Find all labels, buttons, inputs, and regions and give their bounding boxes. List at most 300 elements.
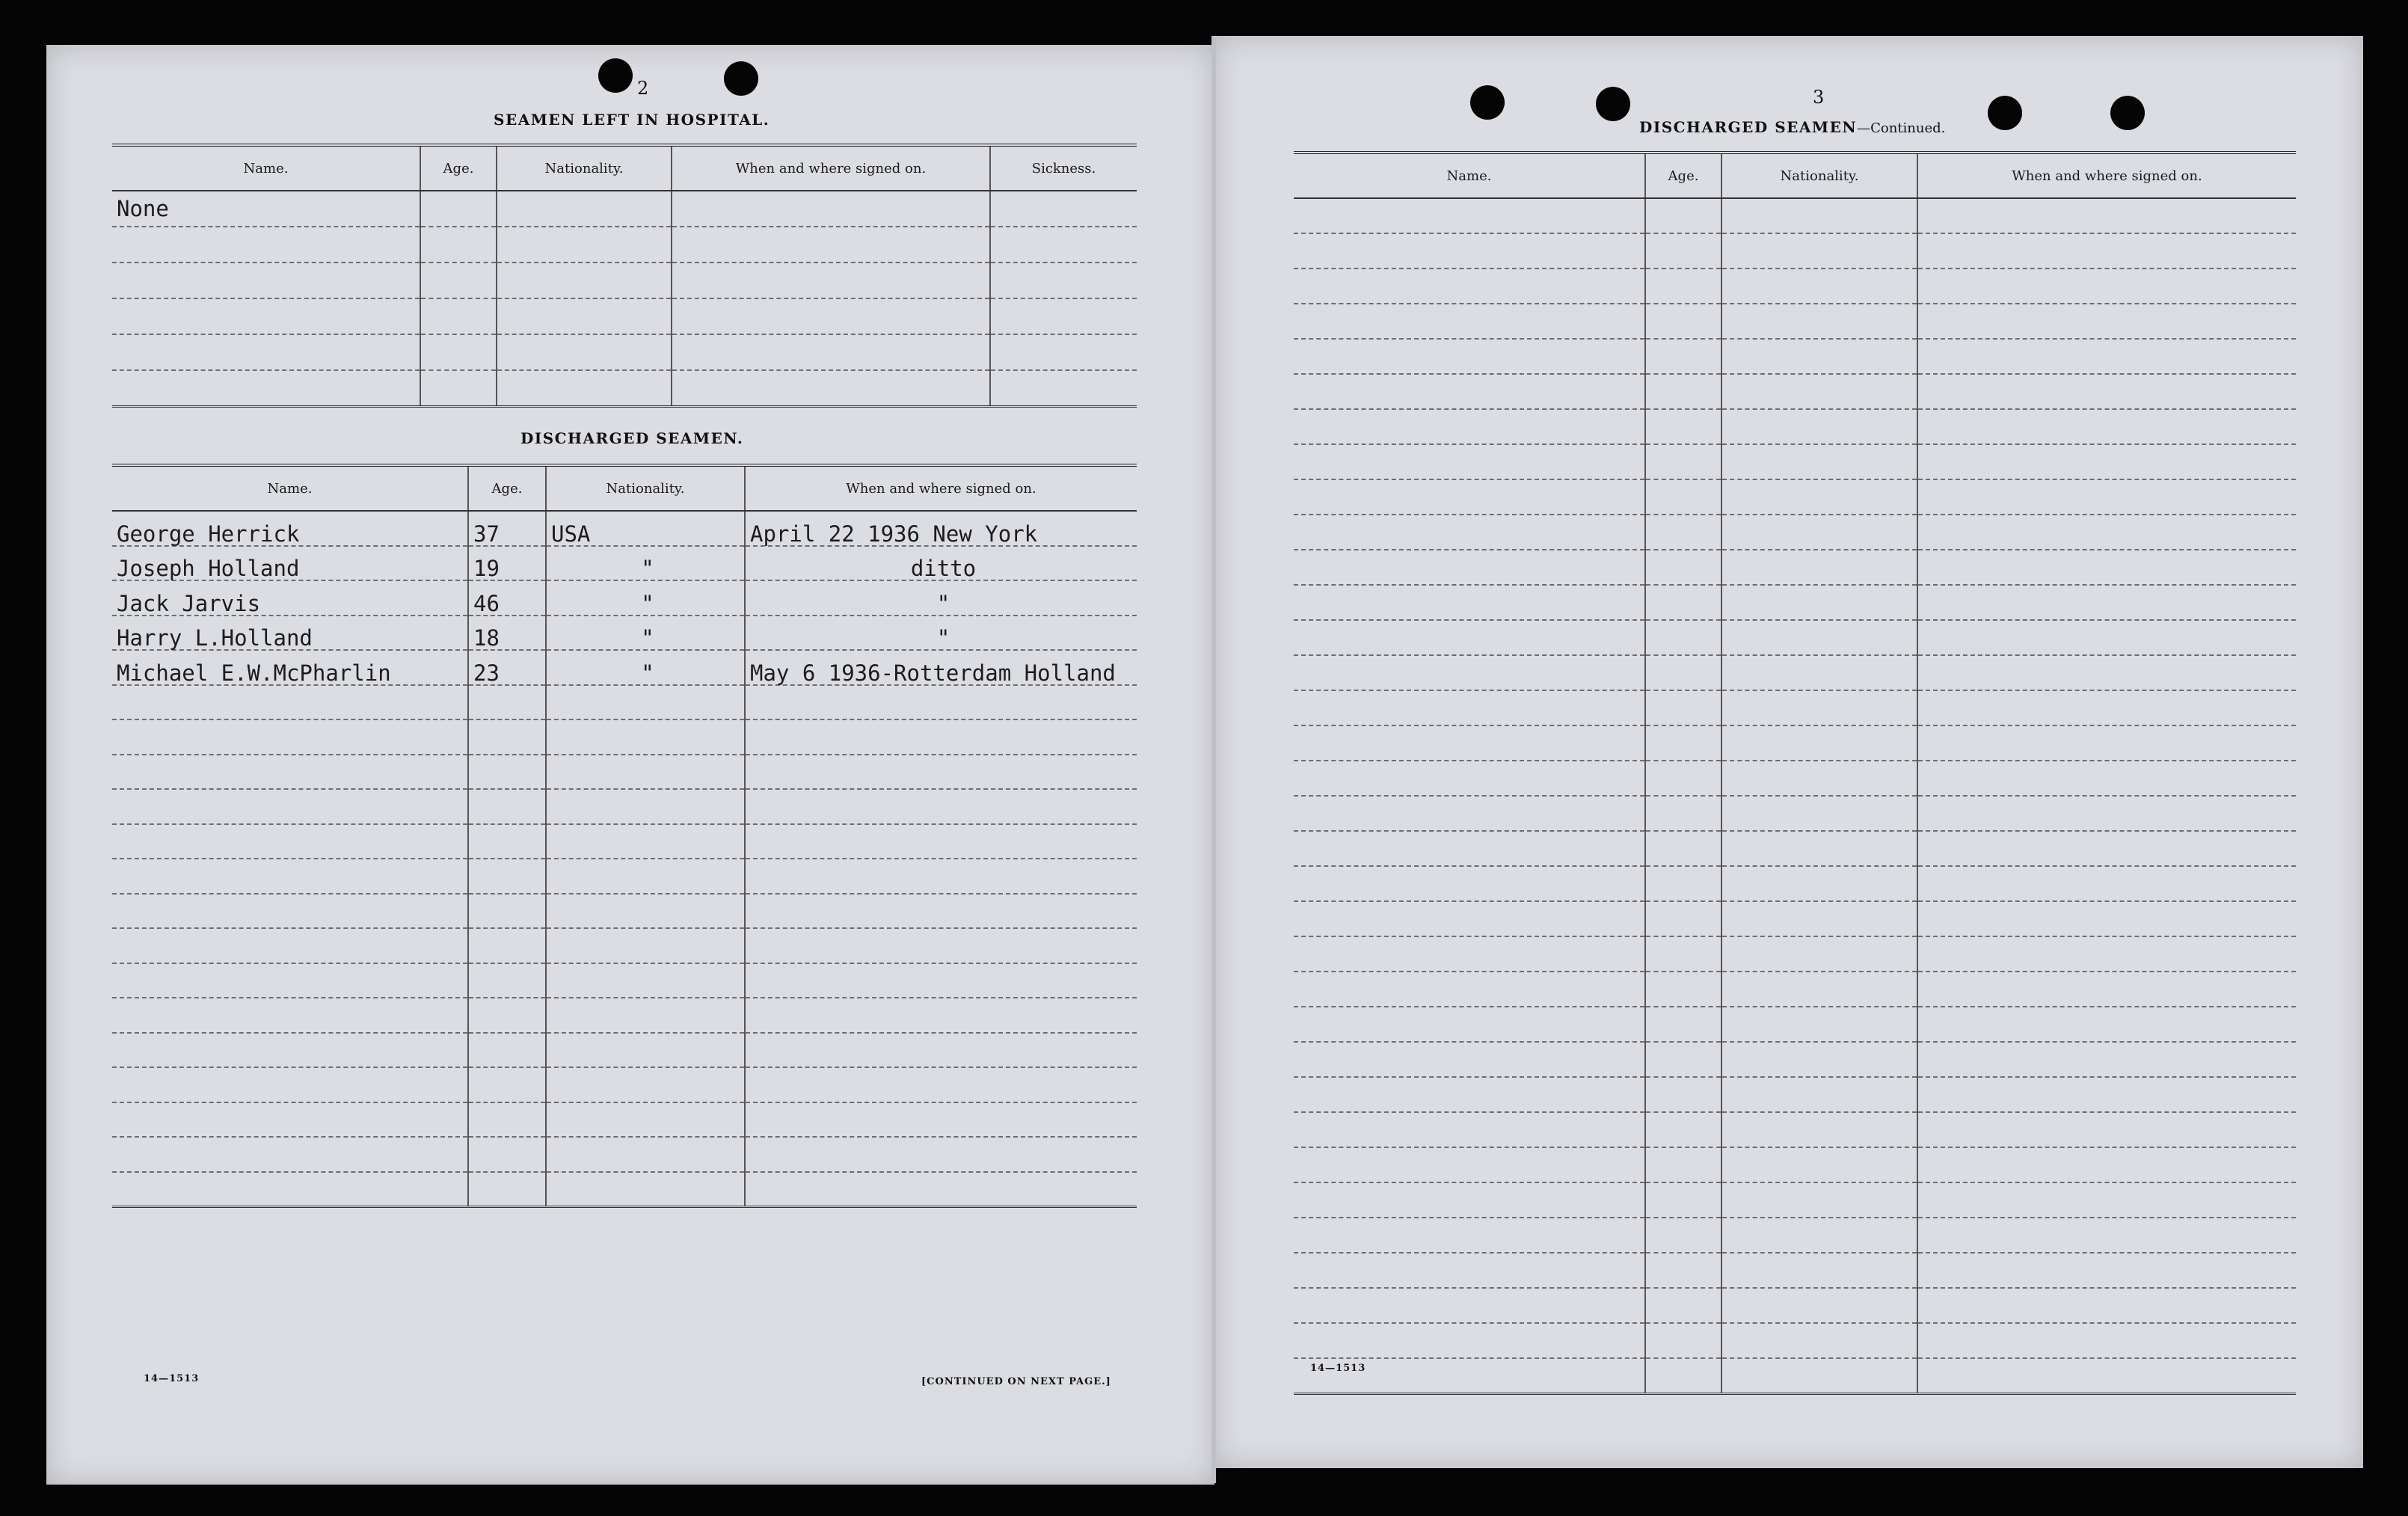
cell-age xyxy=(1645,725,1721,761)
table-row xyxy=(1294,1288,2296,1323)
punch-hole xyxy=(2110,96,2145,130)
cell-nationality xyxy=(1721,972,1917,1007)
cell-nationality xyxy=(1721,690,1917,725)
cell-name xyxy=(1294,339,1645,374)
cell-nationality xyxy=(1721,761,1917,796)
cell-age xyxy=(1645,1323,1721,1358)
table-row xyxy=(1294,1042,2296,1077)
cell-name xyxy=(1294,620,1645,655)
cell-nationality xyxy=(546,894,745,929)
cell-age xyxy=(1645,1358,1721,1394)
cell-age: 18 xyxy=(468,616,546,651)
cell-age xyxy=(1645,796,1721,831)
cell-age xyxy=(420,370,497,407)
cell-age xyxy=(1645,620,1721,655)
cell-age xyxy=(468,1067,546,1102)
cell-age xyxy=(1645,690,1721,725)
cell-name xyxy=(1294,479,1645,515)
cell-signed-on xyxy=(1917,1147,2296,1182)
cell-signed-on xyxy=(1917,725,2296,761)
cell-sickness xyxy=(990,227,1137,263)
cell-signed-on xyxy=(1917,1288,2296,1323)
cell-nationality xyxy=(1721,1112,1917,1147)
cell-nationality xyxy=(497,227,672,263)
cell-name xyxy=(1294,1218,1645,1253)
cell-name xyxy=(112,334,420,370)
discharged-section-title: DISCHARGED SEAMEN. xyxy=(520,429,744,447)
cell-age xyxy=(1645,761,1721,796)
table-row xyxy=(1294,1077,2296,1112)
column-header-sickness: Sickness. xyxy=(990,145,1137,191)
table-row xyxy=(1294,901,2296,936)
cell-age xyxy=(1645,972,1721,1007)
table-row xyxy=(112,546,1137,581)
cell-age xyxy=(1645,233,1721,268)
form-number: 14—1513 xyxy=(144,1373,200,1384)
cell-age xyxy=(1645,1112,1721,1147)
table-row xyxy=(1294,1218,2296,1253)
cell-name xyxy=(1294,374,1645,409)
cell-name xyxy=(1294,655,1645,690)
cell-name xyxy=(112,859,468,894)
table-row xyxy=(1294,1182,2296,1218)
cell-sickness xyxy=(990,334,1137,370)
cell-age xyxy=(1645,866,1721,901)
table-row xyxy=(112,370,1137,407)
cell-signed-on xyxy=(1917,479,2296,515)
cell-name: Michael E.W.McPharlin xyxy=(112,650,468,685)
cell-name xyxy=(1294,1077,1645,1112)
table-row xyxy=(1294,198,2296,233)
cell-nationality xyxy=(497,370,672,407)
cell-nationality xyxy=(546,719,745,755)
cell-signed-on: April 22 1936 New York xyxy=(745,511,1137,546)
cell-signed-on xyxy=(1917,1253,2296,1288)
cell-name xyxy=(1294,866,1645,901)
cell-age xyxy=(1645,550,1721,585)
table-row xyxy=(1294,620,2296,655)
table-row xyxy=(112,1102,1137,1138)
column-header-nationality: Nationality. xyxy=(497,145,672,191)
table-row xyxy=(112,511,1137,546)
cell-nationality xyxy=(546,1137,745,1172)
cell-sickness xyxy=(990,298,1137,334)
cell-age xyxy=(1645,1042,1721,1077)
table-row xyxy=(1294,831,2296,866)
cell-age xyxy=(1645,1077,1721,1112)
cell-nationality xyxy=(1721,1323,1917,1358)
cell-signed-on: ditto xyxy=(745,546,1137,581)
cell-age xyxy=(468,685,546,720)
table-row xyxy=(112,998,1137,1033)
column-header-age: Age. xyxy=(1645,153,1721,198)
cell-name xyxy=(112,755,468,790)
cell-name: None xyxy=(112,191,420,227)
cell-name xyxy=(112,685,468,720)
cell-nationality xyxy=(546,998,745,1033)
cell-age: 37 xyxy=(468,511,546,546)
cell-name xyxy=(1294,515,1645,550)
column-header-nationality: Nationality. xyxy=(1721,153,1917,198)
cell-nationality xyxy=(546,1172,745,1207)
continued-note: [CONTINUED ON NEXT PAGE.] xyxy=(921,1376,1111,1387)
table-row xyxy=(112,1067,1137,1102)
table-row xyxy=(112,263,1137,298)
cell-name xyxy=(1294,409,1645,444)
column-header-name: Name. xyxy=(112,465,468,511)
cell-name xyxy=(112,263,420,298)
cell-nationality xyxy=(1721,1358,1917,1394)
cell-name xyxy=(1294,690,1645,725)
table-row xyxy=(112,719,1137,755)
cell-name xyxy=(1294,901,1645,936)
cell-signed-on xyxy=(1917,972,2296,1007)
cell-signed-on xyxy=(1917,339,2296,374)
table-row xyxy=(112,227,1137,263)
table-row xyxy=(1294,690,2296,725)
cell-age: 46 xyxy=(468,580,546,616)
cell-signed-on xyxy=(1917,268,2296,304)
table-row xyxy=(112,928,1137,963)
cell-nationality xyxy=(1721,198,1917,233)
cell-name xyxy=(112,1137,468,1172)
punch-hole xyxy=(598,58,633,93)
table-row xyxy=(112,1033,1137,1068)
cell-name xyxy=(112,1067,468,1102)
cell-name xyxy=(1294,1147,1645,1182)
cell-name xyxy=(1294,1007,1645,1042)
column-header-signed-on: When and where signed on. xyxy=(1917,153,2296,198)
table-row xyxy=(112,894,1137,929)
cell-nationality xyxy=(497,263,672,298)
cell-nationality xyxy=(546,963,745,998)
cell-name xyxy=(112,894,468,929)
cell-nationality xyxy=(1721,515,1917,550)
table-row xyxy=(1294,1323,2296,1358)
cell-signed-on xyxy=(1917,198,2296,233)
cell-nationality xyxy=(1721,1253,1917,1288)
table-row xyxy=(1294,1147,2296,1182)
cell-nationality xyxy=(1721,796,1917,831)
cell-age xyxy=(1645,304,1721,339)
cell-signed-on xyxy=(672,370,990,407)
cell-name xyxy=(1294,233,1645,268)
hospital-section-title: SEAMEN LEFT IN HOSPITAL. xyxy=(494,111,770,129)
cell-name xyxy=(112,928,468,963)
cell-name xyxy=(1294,304,1645,339)
table-row xyxy=(112,685,1137,720)
cell-signed-on xyxy=(745,789,1137,824)
cell-nationality xyxy=(546,1033,745,1068)
cell-signed-on xyxy=(745,963,1137,998)
cell-name xyxy=(112,998,468,1033)
cell-nationality xyxy=(1721,409,1917,444)
cell-name xyxy=(1294,831,1645,866)
table-row xyxy=(112,580,1137,616)
cell-signed-on xyxy=(745,859,1137,894)
cell-signed-on xyxy=(672,298,990,334)
cell-nationality xyxy=(546,928,745,963)
cell-name xyxy=(112,1102,468,1138)
table-row xyxy=(1294,233,2296,268)
cell-age xyxy=(468,824,546,859)
cell-name xyxy=(1294,1042,1645,1077)
cell-nationality xyxy=(1721,901,1917,936)
table-row xyxy=(1294,725,2296,761)
cell-signed-on xyxy=(1917,1077,2296,1112)
cell-signed-on xyxy=(1917,1358,2296,1394)
cell-name xyxy=(112,298,420,334)
cell-nationality xyxy=(546,859,745,894)
table-row xyxy=(1294,479,2296,515)
cell-signed-on xyxy=(745,1102,1137,1138)
cell-signed-on xyxy=(745,824,1137,859)
cell-name xyxy=(112,1172,468,1207)
column-header-name: Name. xyxy=(112,145,420,191)
punch-hole xyxy=(1470,85,1505,120)
cell-nationality xyxy=(1721,655,1917,690)
cell-name: George Herrick xyxy=(112,511,468,546)
cell-sickness xyxy=(990,191,1137,227)
table-row xyxy=(1294,585,2296,620)
cell-age xyxy=(1645,901,1721,936)
cell-name: Harry L.Holland xyxy=(112,616,468,651)
cell-nationality xyxy=(1721,479,1917,515)
cell-nationality xyxy=(546,824,745,859)
cell-signed-on xyxy=(1917,1007,2296,1042)
cell-name xyxy=(1294,198,1645,233)
cell-signed-on xyxy=(1917,761,2296,796)
cell-age xyxy=(468,963,546,998)
cell-nationality xyxy=(546,1067,745,1102)
column-header-age: Age. xyxy=(420,145,497,191)
cell-age xyxy=(468,1172,546,1207)
cell-nationality xyxy=(497,191,672,227)
cell-age xyxy=(1645,655,1721,690)
column-header-signed-on: When and where signed on. xyxy=(672,145,990,191)
cell-signed-on: May 6 1936-Rotterdam Holland xyxy=(745,650,1137,685)
cell-signed-on xyxy=(1917,1323,2296,1358)
table-row xyxy=(112,616,1137,651)
cell-nationality xyxy=(1721,1288,1917,1323)
cell-nationality: " xyxy=(546,580,745,616)
table-row xyxy=(112,298,1137,334)
cell-nationality xyxy=(1721,1042,1917,1077)
table-row xyxy=(1294,655,2296,690)
cell-nationality xyxy=(1721,444,1917,479)
cell-signed-on xyxy=(745,1172,1137,1207)
page-fold xyxy=(1211,36,1216,1483)
cell-age: 19 xyxy=(468,546,546,581)
cell-signed-on xyxy=(1917,936,2296,972)
cell-nationality: " xyxy=(546,616,745,651)
cell-age xyxy=(468,928,546,963)
cell-signed-on xyxy=(745,1067,1137,1102)
cell-signed-on xyxy=(1917,515,2296,550)
cell-nationality xyxy=(546,755,745,790)
cell-nationality xyxy=(1721,1218,1917,1253)
cell-name xyxy=(112,963,468,998)
table-row xyxy=(1294,796,2296,831)
cell-nationality xyxy=(1721,866,1917,901)
cell-signed-on xyxy=(1917,655,2296,690)
cell-age xyxy=(468,1102,546,1138)
cell-nationality xyxy=(497,298,672,334)
cell-signed-on xyxy=(745,719,1137,755)
table-row xyxy=(112,191,1137,227)
cell-age xyxy=(468,998,546,1033)
table-row xyxy=(1294,1007,2296,1042)
cell-sickness xyxy=(990,263,1137,298)
table-row xyxy=(112,1137,1137,1172)
column-header-signed-on: When and where signed on. xyxy=(745,465,1137,511)
page-number: 3 xyxy=(1813,87,1825,108)
cell-signed-on xyxy=(745,685,1137,720)
table-row xyxy=(112,334,1137,370)
cell-nationality xyxy=(1721,585,1917,620)
table-row xyxy=(1294,936,2296,972)
punch-hole xyxy=(1596,87,1630,121)
cell-age xyxy=(1645,198,1721,233)
cell-name xyxy=(1294,1253,1645,1288)
table-row xyxy=(112,963,1137,998)
table-row xyxy=(1294,515,2296,550)
cell-signed-on xyxy=(1917,233,2296,268)
cell-name xyxy=(1294,761,1645,796)
table-row xyxy=(112,755,1137,790)
cell-signed-on xyxy=(1917,444,2296,479)
table-row xyxy=(1294,444,2296,479)
cell-sickness xyxy=(990,370,1137,407)
cell-age xyxy=(420,334,497,370)
punch-hole xyxy=(724,61,758,96)
table-row xyxy=(112,859,1137,894)
table-row xyxy=(112,824,1137,859)
cell-age xyxy=(1645,444,1721,479)
cell-name xyxy=(1294,1182,1645,1218)
cell-signed-on xyxy=(1917,690,2296,725)
cell-nationality xyxy=(1721,1147,1917,1182)
cell-age xyxy=(420,263,497,298)
cell-signed-on xyxy=(1917,796,2296,831)
cell-signed-on: " xyxy=(745,580,1137,616)
cell-nationality xyxy=(1721,1182,1917,1218)
column-header-age: Age. xyxy=(468,465,546,511)
cell-age xyxy=(1645,479,1721,515)
table-row xyxy=(1294,1253,2296,1288)
table-row xyxy=(112,650,1137,685)
table-row xyxy=(1294,268,2296,304)
cell-signed-on xyxy=(672,334,990,370)
cell-name xyxy=(1294,585,1645,620)
cell-name xyxy=(1294,1288,1645,1323)
cell-signed-on xyxy=(745,894,1137,929)
table-row xyxy=(112,1172,1137,1207)
cell-signed-on xyxy=(1917,374,2296,409)
cell-nationality xyxy=(1721,620,1917,655)
cell-age xyxy=(420,298,497,334)
page-number: 2 xyxy=(637,78,649,99)
cell-signed-on xyxy=(1917,620,2296,655)
cell-age xyxy=(1645,831,1721,866)
cell-age xyxy=(468,1137,546,1172)
cell-signed-on xyxy=(672,191,990,227)
table-row xyxy=(1294,972,2296,1007)
cell-name xyxy=(112,789,468,824)
cell-name xyxy=(112,370,420,407)
cell-nationality xyxy=(546,789,745,824)
cell-signed-on xyxy=(1917,585,2296,620)
cell-name xyxy=(1294,550,1645,585)
cell-nationality: USA xyxy=(546,511,745,546)
cell-age xyxy=(1645,409,1721,444)
cell-name: Joseph Holland xyxy=(112,546,468,581)
cell-nationality xyxy=(546,685,745,720)
cell-signed-on xyxy=(745,928,1137,963)
cell-signed-on xyxy=(1917,866,2296,901)
cell-signed-on xyxy=(1917,1042,2296,1077)
cell-nationality xyxy=(1721,268,1917,304)
cell-age xyxy=(420,191,497,227)
cell-nationality xyxy=(1721,1007,1917,1042)
cell-age xyxy=(1645,1182,1721,1218)
cell-name: Jack Jarvis xyxy=(112,580,468,616)
cell-nationality xyxy=(1721,304,1917,339)
cell-nationality xyxy=(1721,1077,1917,1112)
cell-age xyxy=(468,789,546,824)
cell-signed-on xyxy=(1917,550,2296,585)
cell-age xyxy=(1645,268,1721,304)
cell-nationality xyxy=(1721,936,1917,972)
cell-nationality xyxy=(1721,339,1917,374)
table-row xyxy=(1294,374,2296,409)
cell-nationality xyxy=(1721,831,1917,866)
cell-age xyxy=(468,859,546,894)
continued-table xyxy=(1294,151,2296,1395)
cell-name xyxy=(1294,972,1645,1007)
cell-age xyxy=(1645,1007,1721,1042)
cell-age xyxy=(468,719,546,755)
cell-nationality xyxy=(1721,550,1917,585)
table-row xyxy=(112,789,1137,824)
cell-name xyxy=(112,719,468,755)
cell-nationality: " xyxy=(546,546,745,581)
cell-age xyxy=(420,227,497,263)
cell-age: 23 xyxy=(468,650,546,685)
cell-signed-on: " xyxy=(745,616,1137,651)
table-row xyxy=(1294,1358,2296,1394)
cell-age xyxy=(1645,515,1721,550)
cell-age xyxy=(1645,339,1721,374)
cell-age xyxy=(1645,936,1721,972)
cell-age xyxy=(1645,1218,1721,1253)
cell-signed-on xyxy=(1917,831,2296,866)
cell-signed-on xyxy=(1917,1182,2296,1218)
cell-name xyxy=(1294,1323,1645,1358)
table-row xyxy=(1294,761,2296,796)
discharged-table xyxy=(112,464,1137,1208)
cell-signed-on xyxy=(1917,1218,2296,1253)
cell-signed-on xyxy=(745,755,1137,790)
cell-nationality xyxy=(1721,725,1917,761)
cell-signed-on xyxy=(672,227,990,263)
table-row xyxy=(1294,550,2296,585)
column-header-name: Name. xyxy=(1294,153,1645,198)
punch-hole xyxy=(1988,96,2022,130)
cell-nationality xyxy=(497,334,672,370)
cell-name xyxy=(1294,1112,1645,1147)
cell-name xyxy=(1294,796,1645,831)
